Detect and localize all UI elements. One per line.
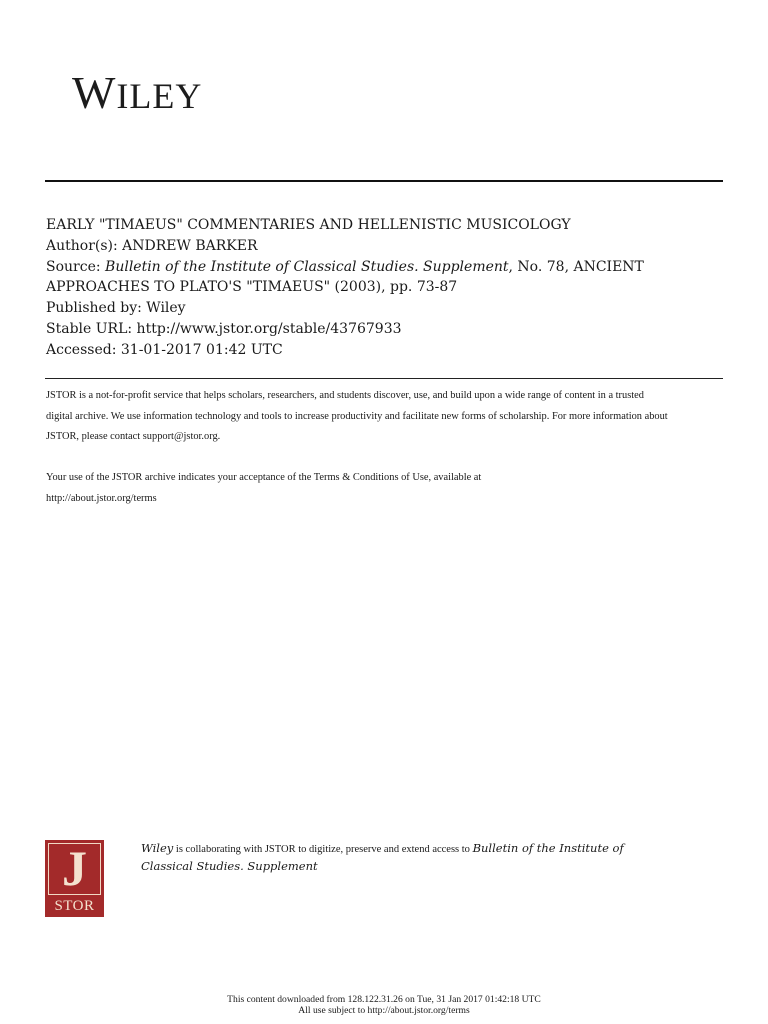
accessed-label: Accessed: — [46, 341, 121, 358]
top-divider — [45, 180, 723, 182]
collaboration-statement — [141, 840, 701, 875]
published-label: Published by: — [46, 300, 147, 317]
stable-url-line — [46, 319, 736, 340]
wiley-logo-initial: W — [72, 67, 117, 118]
source-line-2: APPROACHES TO PLATO'S "TIMAEUS" (2003), pp. 73-87 — [46, 279, 458, 296]
accessed-line — [46, 340, 736, 361]
source-rest: , No. 78, ANCIENT — [508, 258, 644, 275]
notice-line-1: JSTOR is a not-for-profit service that helps scholars, researchers, and students discover, use, and build upon a wide range of content in a trusted — [46, 390, 644, 401]
stable-url-link[interactable]: http://www.jstor.org/stable/43767933 — [136, 320, 402, 337]
jstor-logo-word: STOR — [54, 898, 95, 914]
middle-divider — [45, 378, 723, 379]
source-label: Source: — [46, 258, 106, 275]
notice-line-2: digital archive. We use information technology and tools to increase productivity and facilitate new forms of scholarship. For more information about — [46, 410, 668, 422]
notice-line-3: JSTOR, please contact support@jstor.org. — [46, 431, 221, 443]
footer-line-2: All use subject to http://about.jstor.org/terms — [298, 1005, 470, 1016]
jstor-notice — [46, 386, 726, 510]
author-label: Author(s): — [46, 237, 123, 254]
download-footer — [0, 994, 768, 1016]
accessed-date: 31-01-2017 01:42 UTC — [120, 341, 283, 358]
published-by: Wiley — [146, 300, 186, 317]
jstor-logo-letter: J — [62, 840, 87, 896]
stable-url-label: Stable URL: — [46, 320, 137, 337]
published-line — [46, 298, 736, 319]
source-journal: Bulletin of the Institute of Classical Studies. Supplement — [105, 258, 509, 275]
wiley-logo-rest: ILEY — [116, 76, 203, 116]
wiley-logo — [72, 67, 203, 118]
collab-text: is collaborating with JSTOR to digitize, preserve and extend access to — [173, 844, 473, 855]
source-line — [46, 257, 736, 278]
collab-journal-2: Classical Studies. Supplement — [141, 859, 318, 873]
collab-publisher: Wiley — [141, 841, 174, 855]
article-metadata — [46, 215, 736, 361]
terms-url-link[interactable]: http://about.jstor.org/terms — [46, 492, 157, 504]
author-name: ANDREW BARKER — [122, 237, 258, 254]
footer-line-1: This content downloaded from 128.122.31.26 on Tue, 31 Jan 2017 01:42:18 UTC — [227, 994, 541, 1005]
jstor-logo — [45, 840, 104, 917]
author-line — [46, 236, 736, 257]
terms-line: Your use of the JSTOR archive indicates your acceptance of the Terms & Conditions of Use, available at — [46, 472, 482, 484]
collab-journal-1: Bulletin of the Institute of — [472, 841, 624, 855]
article-title: EARLY "TIMAEUS" COMMENTARIES AND HELLENISTIC MUSICOLOGY — [46, 217, 571, 233]
